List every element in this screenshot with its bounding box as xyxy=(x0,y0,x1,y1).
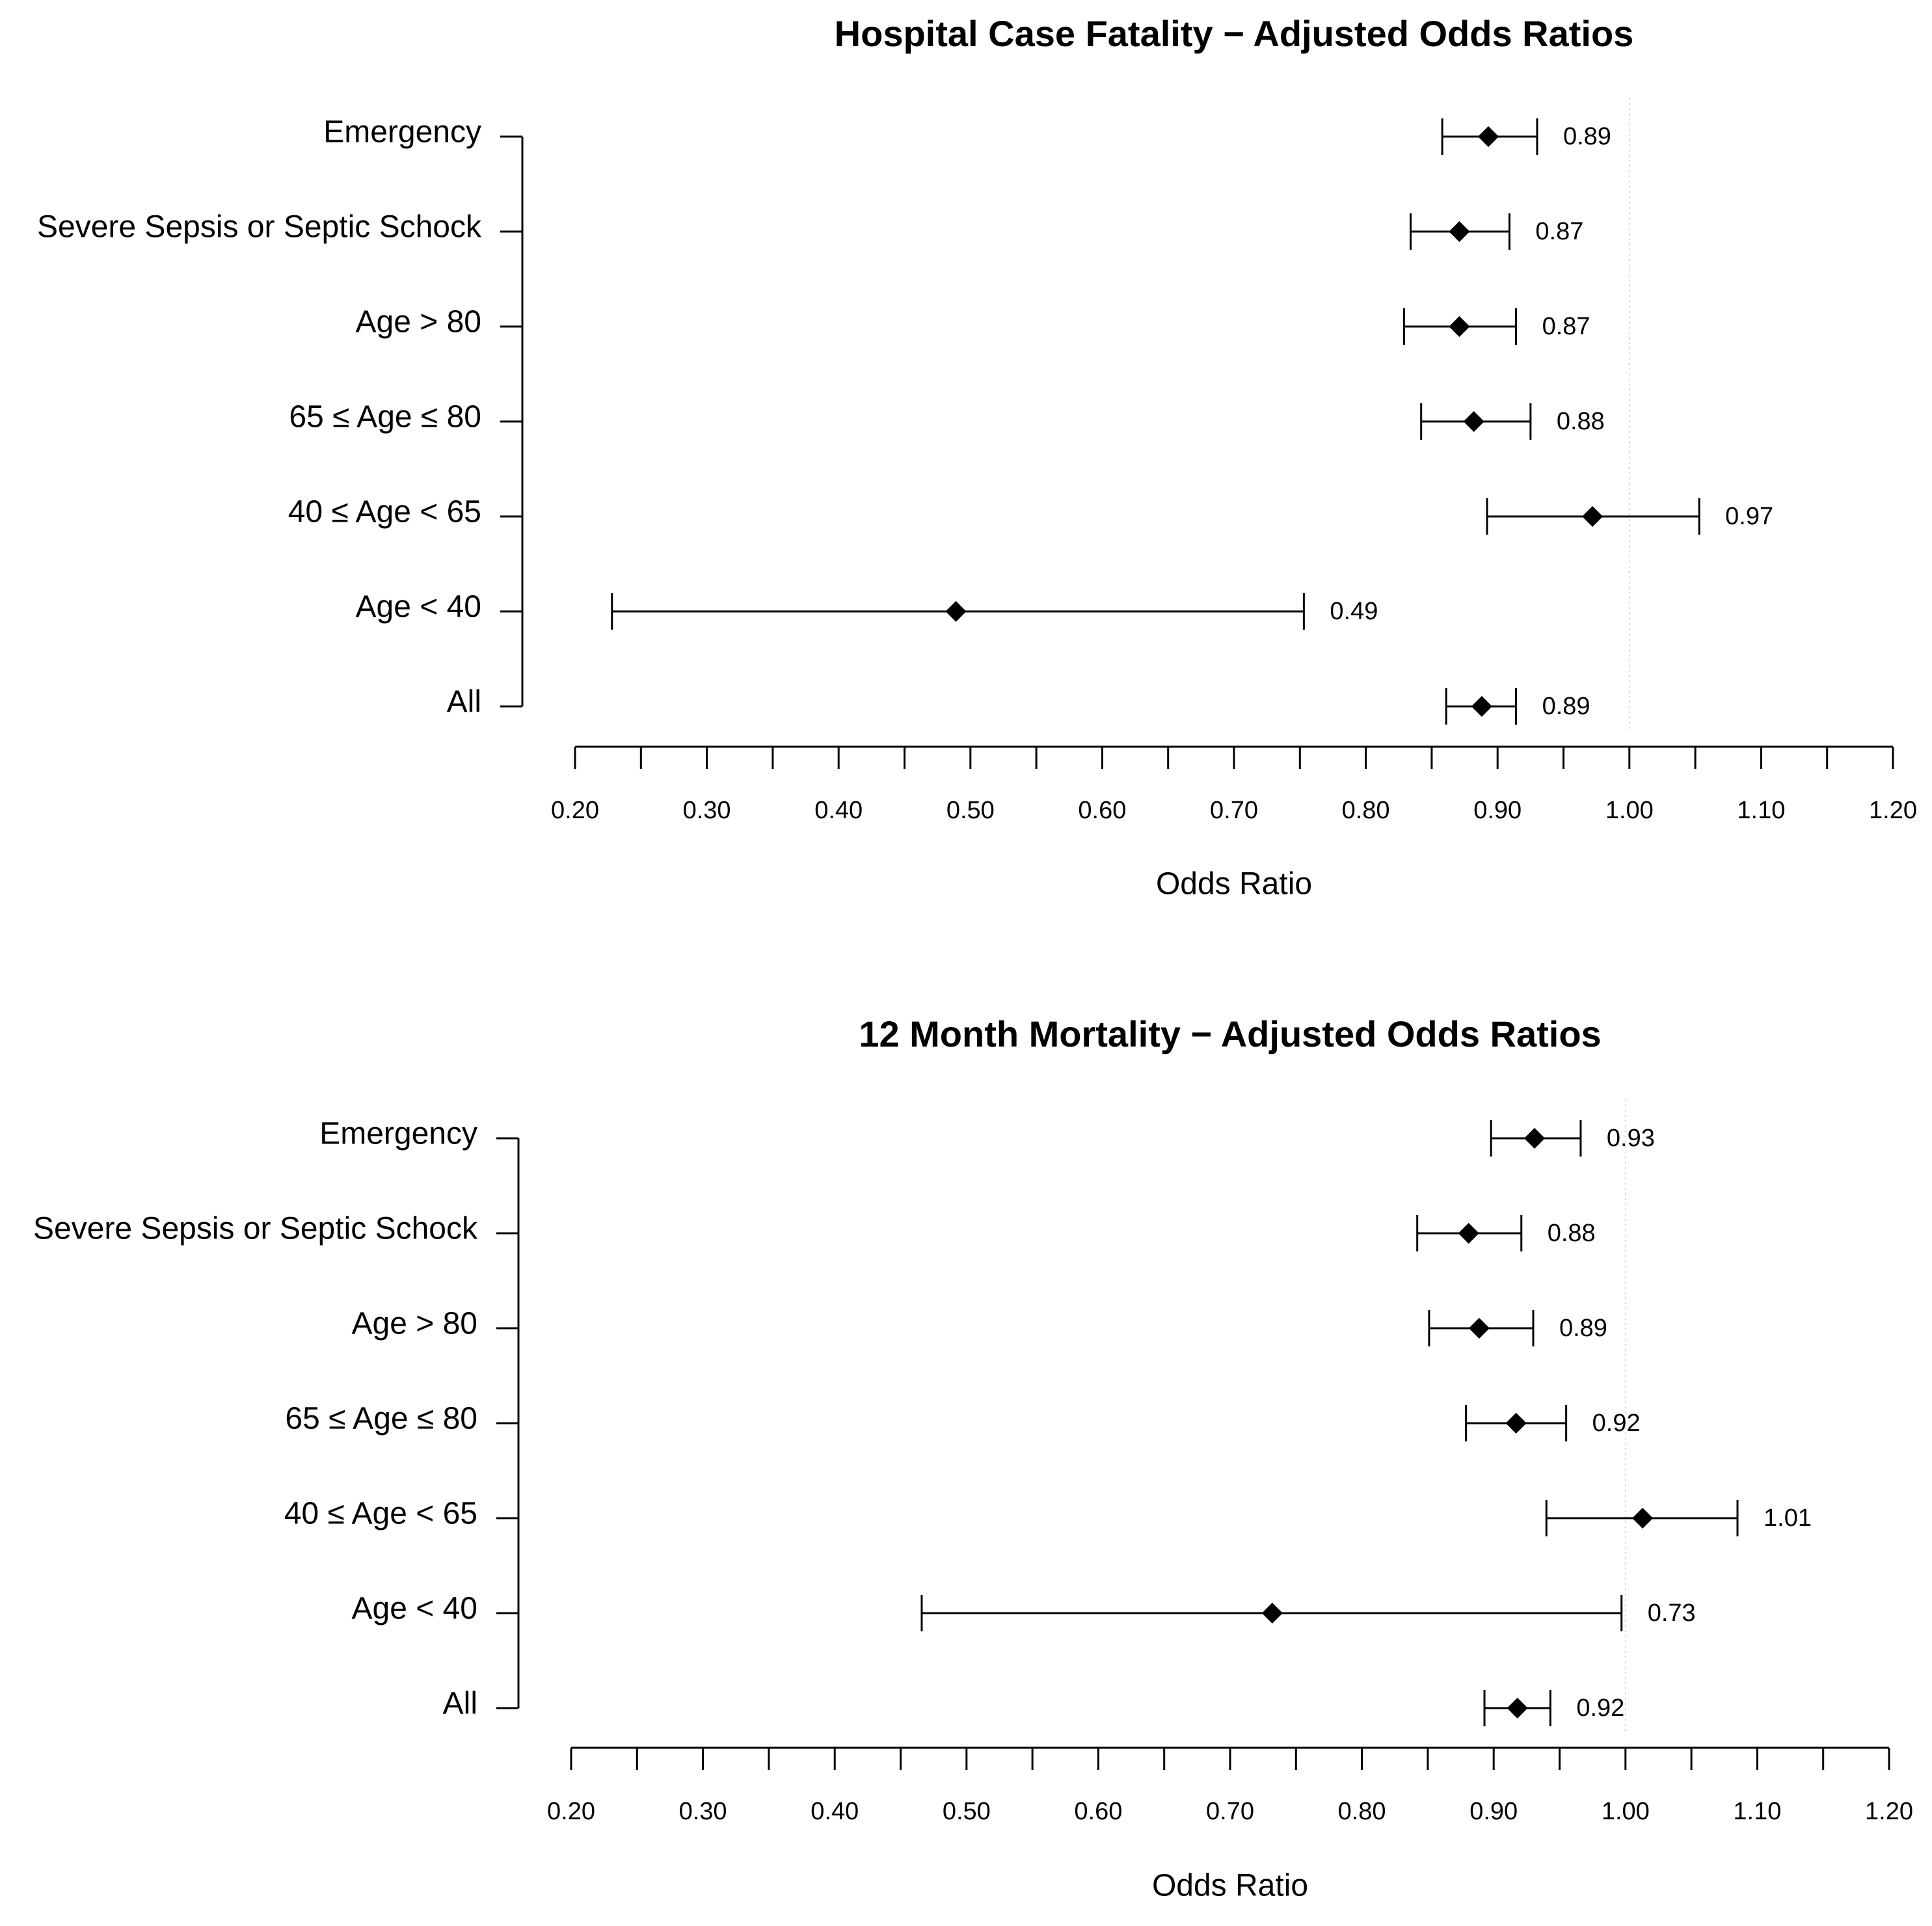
forest-row-age-65-80 xyxy=(1421,403,1605,440)
estimate-diamond xyxy=(1449,316,1469,337)
x-tick-label: 0.70 xyxy=(1210,797,1258,825)
x-axis-title: Odds Ratio xyxy=(1151,1868,1309,1903)
category-label-age-40-65: 40 ≤ Age < 65 xyxy=(284,1496,477,1531)
x-axis-title: Odds Ratio xyxy=(1155,866,1313,902)
value-label: 1.01 xyxy=(1764,1505,1812,1532)
forest-row-severe-sepsis xyxy=(1410,213,1583,250)
value-label: 0.88 xyxy=(1556,408,1605,436)
category-label-severe-sepsis: Severe Sepsis or Septic Schock xyxy=(37,209,481,245)
estimate-diamond xyxy=(1632,1508,1653,1529)
forest-row-all xyxy=(1446,688,1590,725)
value-label: 0.93 xyxy=(1606,1125,1655,1153)
estimate-diamond xyxy=(1507,1698,1528,1719)
x-tick-label: 1.00 xyxy=(1601,1798,1650,1826)
twelve-month-mortality-panel xyxy=(33,1013,1913,1903)
category-label-all: All xyxy=(442,1686,477,1721)
value-label: 0.87 xyxy=(1542,313,1590,341)
x-tick-label: 0.50 xyxy=(946,797,995,825)
estimate-diamond xyxy=(1478,126,1499,147)
x-tick-label: 0.20 xyxy=(547,1798,595,1826)
forest-row-age-under-40 xyxy=(922,1595,1696,1631)
x-tick-label: 1.10 xyxy=(1733,1798,1782,1826)
estimate-diamond xyxy=(1582,506,1603,527)
value-label: 0.49 xyxy=(1330,598,1378,626)
x-tick-label: 0.80 xyxy=(1341,797,1390,825)
category-label-age-under-40: Age < 40 xyxy=(351,1591,477,1626)
estimate-diamond xyxy=(1262,1603,1283,1624)
forest-row-age-40-65 xyxy=(1546,1500,1812,1536)
x-tick-label: 1.00 xyxy=(1605,797,1654,825)
forest-row-severe-sepsis xyxy=(1417,1215,1596,1251)
category-label-age-65-80: 65 ≤ Age ≤ 80 xyxy=(289,399,481,435)
chart-title: Hospital Case Fatality − Adjusted Odds Ratios xyxy=(834,12,1634,54)
x-tick-label: 1.20 xyxy=(1865,1798,1913,1826)
x-tick-label: 0.30 xyxy=(678,1798,727,1826)
x-tick-label: 0.80 xyxy=(1337,1798,1386,1826)
x-tick-label: 1.20 xyxy=(1869,797,1917,825)
forest-row-all xyxy=(1484,1690,1624,1726)
value-label: 0.92 xyxy=(1576,1694,1625,1722)
estimate-diamond xyxy=(1464,411,1484,432)
value-label: 0.89 xyxy=(1559,1315,1607,1343)
estimate-diamond xyxy=(1469,1318,1490,1339)
value-label: 0.92 xyxy=(1592,1410,1641,1438)
value-label: 0.89 xyxy=(1563,123,1611,151)
estimate-diamond xyxy=(946,601,967,622)
category-label-severe-sepsis: Severe Sepsis or Septic Schock xyxy=(33,1211,477,1246)
forest-row-age-40-65 xyxy=(1487,498,1773,535)
x-tick-label: 0.20 xyxy=(551,797,599,825)
x-tick-label: 0.70 xyxy=(1206,1798,1254,1826)
x-tick-label: 0.90 xyxy=(1469,1798,1518,1826)
forest-row-emergency xyxy=(1491,1120,1655,1157)
x-tick-label: 0.60 xyxy=(1078,797,1127,825)
value-label: 0.73 xyxy=(1647,1599,1696,1627)
chart-title: 12 Month Mortality − Adjusted Odds Ratios xyxy=(859,1013,1602,1054)
value-label: 0.88 xyxy=(1547,1220,1596,1248)
forest-row-age-65-80 xyxy=(1466,1405,1641,1441)
value-label: 0.97 xyxy=(1725,503,1774,531)
estimate-diamond xyxy=(1458,1223,1479,1244)
x-tick-label: 0.50 xyxy=(942,1798,991,1826)
category-label-emergency: Emergency xyxy=(323,114,481,150)
category-label-age-over-80: Age > 80 xyxy=(355,304,481,340)
x-tick-label: 0.40 xyxy=(814,797,863,825)
category-label-all: All xyxy=(446,684,481,719)
forest-row-age-under-40 xyxy=(612,593,1378,630)
estimate-diamond xyxy=(1506,1413,1527,1434)
value-label: 0.87 xyxy=(1535,218,1584,246)
category-label-emergency: Emergency xyxy=(319,1116,477,1151)
estimate-diamond xyxy=(1524,1128,1545,1149)
x-tick-label: 0.90 xyxy=(1473,797,1522,825)
estimate-diamond xyxy=(1449,221,1469,242)
forest-row-age-over-80 xyxy=(1404,308,1590,345)
x-tick-label: 1.10 xyxy=(1737,797,1786,825)
forest-row-emergency xyxy=(1442,118,1611,155)
x-tick-label: 0.30 xyxy=(682,797,731,825)
category-label-age-40-65: 40 ≤ Age < 65 xyxy=(288,494,481,529)
value-label: 0.89 xyxy=(1542,693,1590,721)
category-label-age-65-80: 65 ≤ Age ≤ 80 xyxy=(285,1401,477,1436)
estimate-diamond xyxy=(1471,696,1492,717)
category-label-age-over-80: Age > 80 xyxy=(351,1306,477,1341)
x-tick-label: 0.40 xyxy=(811,1798,859,1826)
category-label-age-under-40: Age < 40 xyxy=(355,589,481,624)
hospital-case-fatality-panel xyxy=(37,13,1917,902)
forest-row-age-over-80 xyxy=(1429,1310,1607,1346)
x-tick-label: 0.60 xyxy=(1074,1798,1123,1826)
